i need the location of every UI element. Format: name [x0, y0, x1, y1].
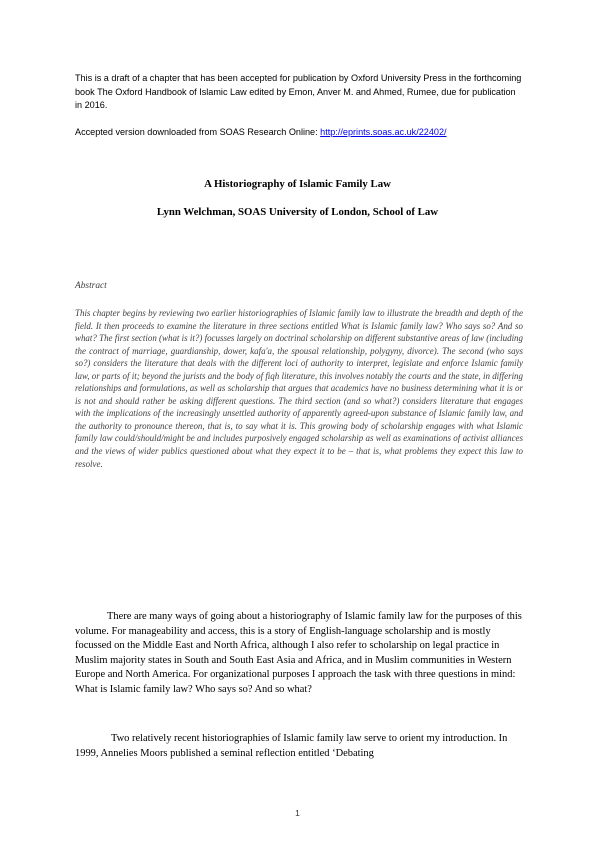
- document-author: Lynn Welchman, SOAS University of London, School of Law: [156, 206, 439, 218]
- publication-notice: [75, 72, 525, 113]
- soas-research-online-link[interactable]: http://eprints.soas.ac.uk/22402/: [320, 127, 447, 137]
- body-paragraph-2: Two relatively recent historiographies of Islamic family law serve to orient my introduction. In 1999, Annelies Moors published a seminal reflection entitled ‘Debating: [75, 733, 508, 759]
- abstract-heading: Abstract: [75, 281, 107, 291]
- accepted-version-notice: [75, 126, 525, 140]
- accepted-version-label: Accepted version downloaded from SOAS Research Online:: [75, 127, 321, 137]
- draft-notice-text: This is a draft of a chapter that has been accepted for publication by Oxford University Press in the forthcoming book The Oxford Handbook of Islamic Law edited by Emon, Anver M. and Ahmed, Rumee, due for publication in 2016.: [75, 73, 522, 111]
- accepted-version-line: [75, 126, 525, 140]
- page-number: 1: [295, 808, 300, 818]
- body-paragraph-1: There are many ways of going about a historiography of Islamic family law for the purposes of this volume. For manageability and access, this is a story of English-language scholarship and is mostly focussed on the Middle East and North Africa, although I also refer to scholarship on legal practice in Muslim majority states in South and South East Asia and Africa, and in Muslim communities in Western Europe and North America. For organizational purposes I approach the task with three questions in mind: What is Islamic family law? Who says so? And so what?: [75, 611, 522, 695]
- abstract-text: This chapter begins by reviewing two earlier historiographies of Islamic family law to illustrate the breadth and depth of the field. It then proceeds to examine the literature in three sections entitled What is Islamic family law? Who says so? And so what? The first section (what is it?) focusses largely on doctrinal scholarship on different substantive areas of law (including the contract of marriage, guardianship, dower, kafa'a, the spousal relationship, polygyny, divorce). The second (who says so?) considers the literature that deals with the different loci of authority to interpret, legislate and enforce Islamic family law, or parts of it; beyond the jurists and the body of fiqh literature, this involves notably the courts and the state, in differing relationships and formulations, as well as scholarship that argues that academics have no business determining what it is or is not and should rather be asking different questions. The third section (and so what?) considers literature that engages with the implications of the increasingly unsettled authority of apparently agreed-upon substance of Islamic family law, and the authority to pronounce thereon, that is, to say what it is. This growing body of scholarship engages with what Islamic family law could/should/might be and includes purposively engaged scholarship as well as examinations of activist alliances and the views of wider publics questioned about what they expect it to be – that is, what problems they expect this law to resolve.: [75, 308, 523, 469]
- document-title: A Historiography of Islamic Family Law: [204, 178, 391, 190]
